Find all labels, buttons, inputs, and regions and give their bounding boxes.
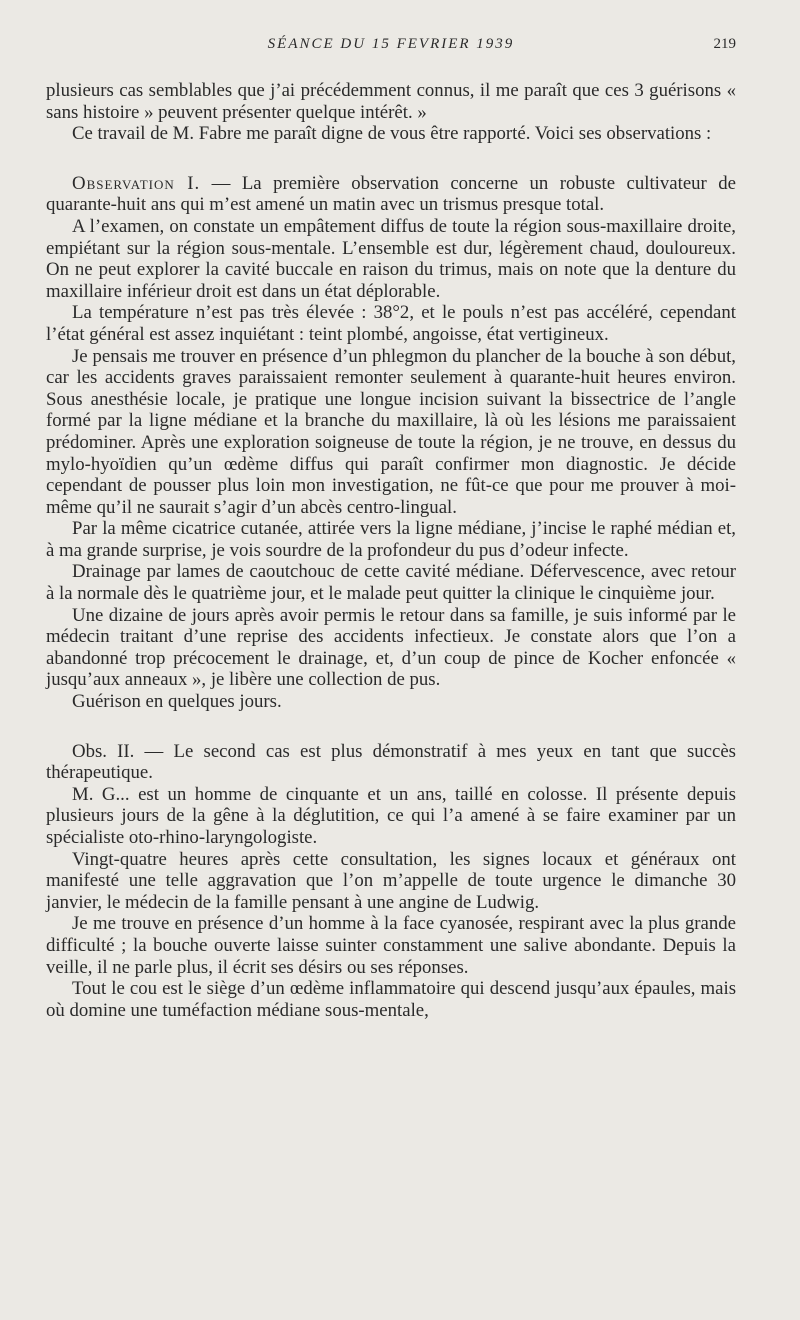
paragraph-text: A l’examen, on constate un empâtement diffus de toute la région sous-maxillaire droite, empiétant sur la région sous-mentale. L’ensemble est dur, légèrement chaud, douloureux. On ne peut explorer la cavité buccale en raison du trimus, mais on note que la denture du maxillaire inférieur droit est dans un état déplorable. — [46, 215, 736, 302]
paragraph — [46, 605, 736, 691]
paragraph-text: Je me trouve en présence d’un homme à la face cyanosée, respirant avec la plus grande difficulté ; la bouche ouverte laisse suinter constamment une salive abondante. Depuis la veille, il ne parle plus, il écrit ses désirs ou ses réponses. — [46, 913, 736, 978]
paragraph — [46, 913, 736, 978]
paragraph-text: Guérison en quelques jours. — [72, 691, 282, 713]
observation-heading: Obs. II. — [72, 740, 135, 762]
paragraph-text: — La première observation concerne un robuste cultivateur de quarante-huit ans qui m’est amené un matin avec un trismus presque total. — [46, 172, 736, 216]
paragraph — [46, 518, 736, 561]
paragraph — [46, 561, 736, 604]
paragraph — [46, 302, 736, 345]
paragraph-text: Vingt-quatre heures après cette consultation, les signes locaux et généraux ont manifesté une telle aggravation que l’on m’appelle de toute urgence le dimanche 30 janvier, le médecin de la famille pensant à une angine de Ludwig. — [46, 848, 736, 913]
paragraph-text: Drainage par lames de caoutchouc de cette cavité médiane. Défervescence, avec retour à la normale dès le quatrième jour, et le malade peut quitter la clinique le cinquième jour. — [46, 561, 736, 605]
page-number: 219 — [713, 36, 736, 52]
paragraph — [46, 346, 736, 519]
observation-2-paragraph — [46, 741, 736, 784]
observation-heading: Observation I. — [72, 172, 201, 194]
paragraph-text: M. G... est un homme de cinquante et un ans, taillé en colosse. Il présente depuis plusieurs jours de la gêne à la déglutition, ce qui l’a amené à se faire examiner par un spécialiste oto-rhino-laryngologiste. — [46, 783, 736, 848]
paragraph — [46, 784, 736, 849]
paragraph-text: Ce travail de M. Fabre me paraît digne de vous être rapporté. Voici ses observations : — [72, 123, 712, 145]
paragraph-text: Une dizaine de jours après avoir permis le retour dans sa famille, je suis informé par le médecin traitant d’une reprise des accidents infectieux. Je constate alors que l’on a abandonné trop précocement le drainage, et, d’un coup de pince de Kocher enfoncée « jusqu’aux anneaux », je libère une collection de pus. — [46, 604, 736, 691]
paragraph-continuation — [46, 80, 736, 123]
body-text — [46, 80, 736, 1021]
running-title: SÉANCE DU 15 FEVRIER 1939 — [267, 36, 515, 52]
paragraph — [46, 849, 736, 914]
paragraph — [46, 978, 736, 1021]
paragraph-text: La température n’est pas très élevée : 38°2, et le pouls n’est pas accéléré, cependant l’état général est assez inquiétant : teint plombé, angoisse, état vertigineux. — [46, 302, 736, 345]
paragraph-text: Par la même cicatrice cutanée, attirée vers la ligne médiane, j’incise le raphé médian et, à ma grande surprise, je vois sourdre de la profondeur du pus d’odeur infecte. — [46, 518, 736, 561]
page-header — [46, 36, 736, 56]
paragraph-text: Je pensais me trouver en présence d’un phlegmon du plancher de la bouche à son début, car les accidents graves paraissaient remonter seulement à quarante-huit heures environ. Sous anesthésie locale, je pratique une longue incision suivant la bissectrice de l’angle formé par la ligne médiane et la branche du maxillaire, là où les lésions me paraissaient prédominer. Après une exploration soigneuse de toute la région, je ne trouve, en dessus du mylo-hyoïdien qu’un œdème diffus qui paraît confirmer mon diagnostic. Je décide cependant de pousser plus loin mon investigation, ne fût-ce que pour me prouver à moi-même qu’il ne saurait s’agir d’un abcès centro-lingual. — [46, 345, 736, 518]
paragraph — [46, 691, 736, 713]
paragraph-text: plusieurs cas semblables que j’ai précédemment connus, il me paraît que ces 3 guérisons « sans histoire » peuvent présenter quelque intérêt. » — [46, 80, 736, 123]
paragraph-text: Tout le cou est le siège d’un œdème inflammatoire qui descend jusqu’aux épaules, mais où domine une tuméfaction médiane sous-mentale, — [46, 978, 736, 1021]
observation-1-paragraph — [46, 173, 736, 216]
paragraph-text: — Le second cas est plus démonstratif à mes yeux en tant que succès thérapeutique. — [46, 740, 736, 784]
paragraph — [46, 216, 736, 302]
paragraph — [46, 123, 736, 145]
